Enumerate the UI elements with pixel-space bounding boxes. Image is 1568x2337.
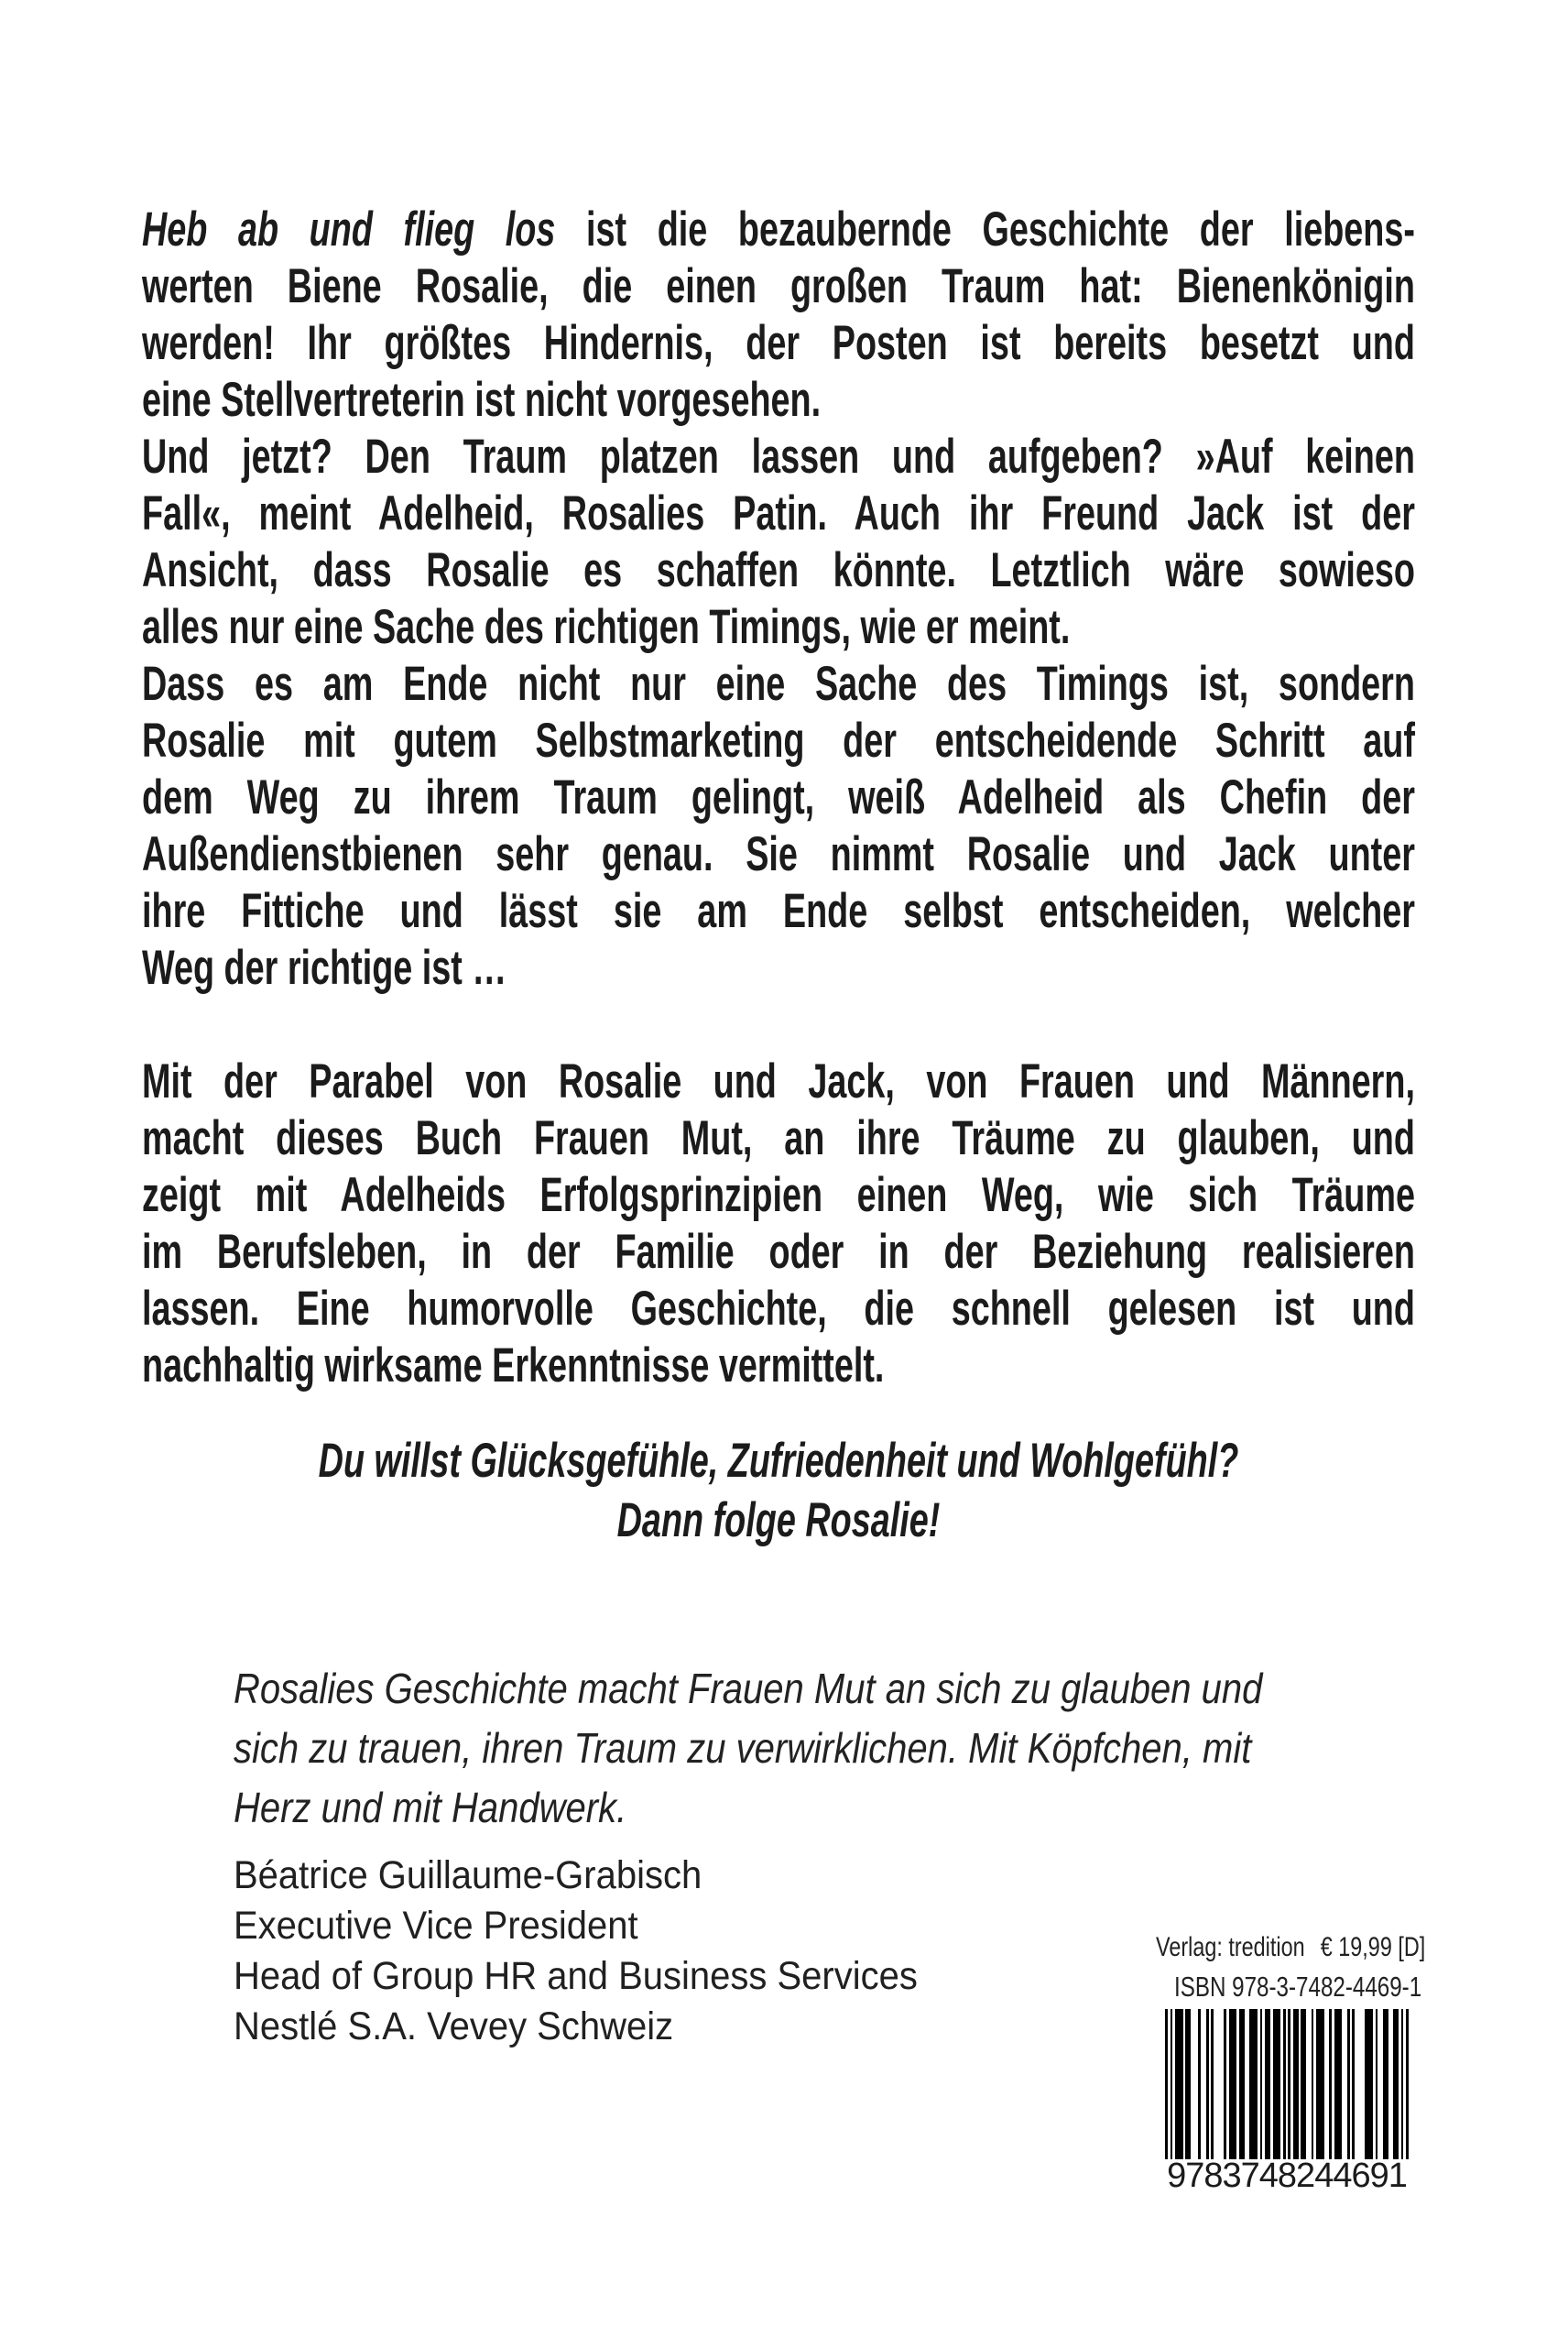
endorser-credentials — [234, 1851, 1000, 2052]
blurb-line: Außendienstbienen sehr genau. Sie nimmt Rosalie und Jack unter — [142, 827, 1415, 881]
blurb-line: zeigt mit Adelheids Erfolgsprinzipien einen Weg, wie sich Träume — [142, 1168, 1415, 1222]
blurb-line: macht dieses Buch Frauen Mut, an ihre Träume zu glauben, und — [142, 1111, 1415, 1165]
blurb-line: Mit der Parabel von Rosalie und Jack, von Frauen und Männern, — [142, 1054, 1415, 1108]
blurb-line: Weg der richtige ist … — [142, 941, 507, 995]
ean-barcode — [1165, 2009, 1409, 2159]
endorsement-quote — [234, 1659, 1389, 1838]
quote-line: Herz und mit Handwerk. — [234, 1784, 627, 1831]
blurb-line: nachhaltig wirksame Erkenntnisse vermittelt. — [142, 1338, 885, 1392]
tagline-line: Dann folge Rosalie! — [616, 1493, 941, 1547]
ean-number: 9783748244691 — [1167, 2157, 1407, 2195]
blurb-line: lassen. Eine humorvolle Geschichte, die schnell gelesen ist und — [142, 1282, 1415, 1336]
blurb-line: Fall«, meint Adelheid, Rosalies Patin. Auch ihr Freund Jack ist der — [142, 486, 1415, 541]
endorser-company: Nestlé S.A. Vevey Schweiz — [234, 2004, 674, 2048]
blurb-line: ihre Fittiche und lässt sie am Ende selbst entscheiden, welcher — [142, 884, 1415, 938]
blurb-line: werden! Ihr größtes Hindernis, der Posten ist bereits besetzt und — [142, 316, 1415, 370]
tagline — [142, 1431, 1415, 1550]
endorser-title: Executive Vice President — [234, 1904, 638, 1948]
quote-line: sich zu trauen, ihren Traum zu verwirklichen. Mit Köpfchen, mit — [234, 1724, 1252, 1772]
blurb-line: werten Biene Rosalie, die einen großen Traum hat: Bienenkönigin — [142, 259, 1415, 313]
blurb-line: im Berufsleben, in der Familie oder in der Beziehung realisieren — [142, 1225, 1415, 1279]
price-label: € 19,99 [D] — [1320, 1932, 1426, 1962]
quote-line: Rosalies Geschichte macht Frauen Mut an sich zu glauben und — [234, 1665, 1263, 1712]
blurb-line: alles nur eine Sache des richtigen Timings, wie er meint. — [142, 600, 1071, 654]
isbn-label: ISBN 978-3-7482-4469-1 — [1174, 1971, 1422, 2003]
publisher-label: Verlag: tredition — [1156, 1932, 1305, 1962]
blurb-line: Dass es am Ende nicht nur eine Sache des Timings ist, sondern — [142, 657, 1415, 711]
blurb-line: Und jetzt? Den Traum platzen lassen und aufgeben? »Auf keinen — [142, 430, 1415, 484]
book-title-inline: Heb ab und flieg los — [142, 202, 556, 257]
blurb-line: Rosalie mit gutem Selbstmarketing der entscheidende Schritt auf — [142, 714, 1415, 768]
endorser-name: Béatrice Guillaume-Grabisch — [234, 1853, 702, 1897]
blurb-line: dem Weg zu ihrem Traum gelingt, weiß Adelheid als Chefin der — [142, 770, 1415, 825]
blurb-line: Heb ab und flieg los ist die bezaubernde Geschichte der liebens- — [142, 202, 1415, 257]
endorser-role: Head of Group HR and Business Services — [234, 1954, 918, 1998]
blurb-line: Ansicht, dass Rosalie es schaffen könnte. Letztlich wäre sowieso — [142, 543, 1415, 597]
tagline-line: Du willst Glücksgefühle, Zufriedenheit und Wohlgefühl? — [318, 1434, 1239, 1488]
blurb-text — [142, 202, 1415, 1550]
blurb-line: eine Stellvertreterin ist nicht vorgesehen. — [142, 373, 822, 427]
publisher-price-line — [1156, 1931, 1425, 1964]
